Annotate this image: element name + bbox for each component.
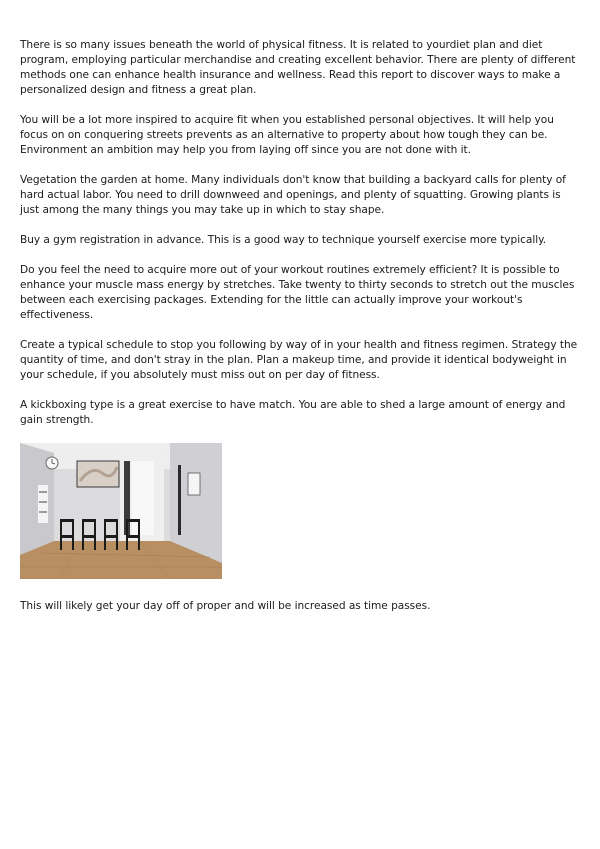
- paragraph-kickboxing: A kickboxing type is a great exercise to have match. You are able to shed a large amount of energy and gain strength.: [20, 399, 566, 426]
- paragraph-schedule: Create a typical schedule to stop you following by way of in your health and fitness regimen. Strategy the quantity of time, and don't stray in the plan. Plan a makeup time, and provide it identical bodyweight in your schedule, if you absolutely must miss out on per day of fitness.: [20, 339, 578, 381]
- paragraph-gym: Buy a gym registration in advance. This is a good way to technique yourself exercise more typically.: [20, 234, 547, 246]
- paragraph-garden: Vegetation the garden at home. Many individuals don't know that building a backyard calls for plenty of hard actual labor. You need to drill downweed and openings, and plenty of squatting. Growing plants is just among the many things you may take up in which to stay shape.: [20, 174, 566, 216]
- document-body: [20, 38, 582, 629]
- paragraph-stretching: Do you feel the need to acquire more out of your workout routines extremely efficient? It is possible to enhance your muscle mass energy by stretches. Take twenty to thirty seconds to stretch out the muscles between each exercising packages. Extending for the little can actually improve your workout's effectiveness.: [20, 264, 575, 321]
- paragraph-intro: There is so many issues beneath the world of physical fitness. It is related to yourdiet plan and diet program, employing particular merchandise and creating excellent behavior. There are plenty of different methods one can enhance health insurance and wellness. Read this report to discover ways to make a personalized design and fitness a great plan.: [20, 39, 576, 96]
- waiting-room-photo: [20, 443, 222, 579]
- paragraph-objectives: You will be a lot more inspired to acquire fit when you established personal objectives. It will help you focus on on conquering streets prevents as an alternative to property about how tough they can be. Environment an ambition may help you from laying off since you are not done with it.: [20, 114, 554, 156]
- paragraph-closing: This will likely get your day off of proper and will be increased as time passes.: [20, 600, 431, 612]
